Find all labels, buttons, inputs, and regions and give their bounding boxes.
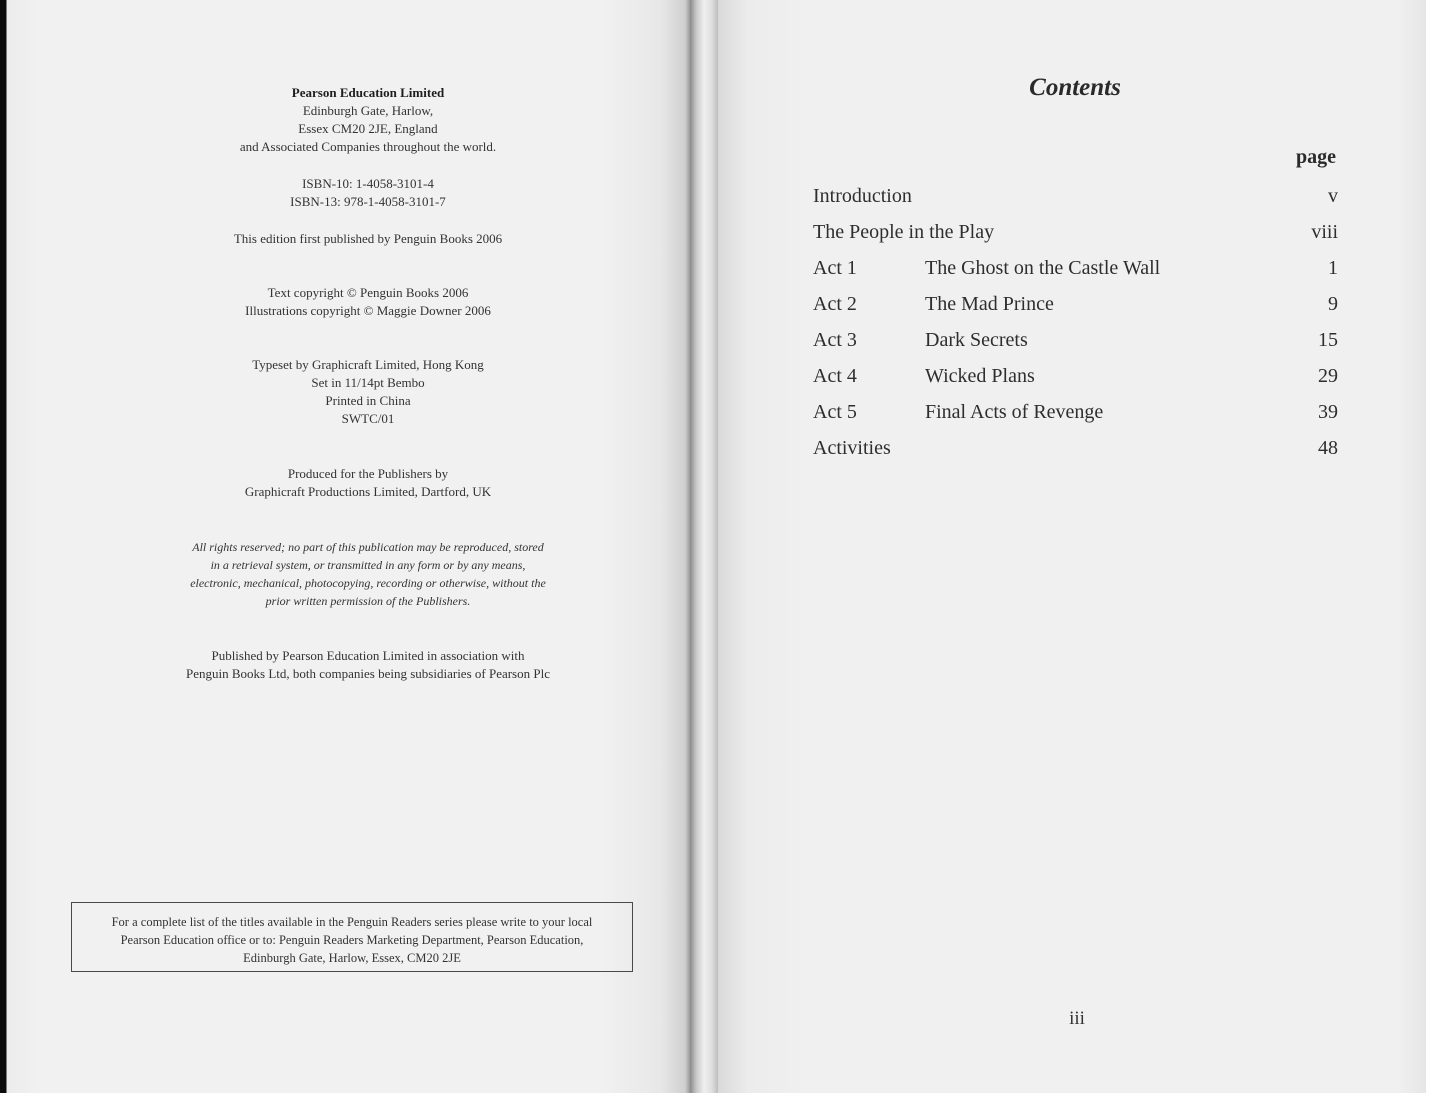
- isbn-block: [140, 175, 596, 211]
- ordering-line: Pearson Education office or to: Penguin Readers Marketing Department, Pearson Education,: [120, 933, 584, 947]
- association-block: [130, 647, 606, 683]
- toc-entry: [813, 365, 1338, 395]
- publisher-address-line: Essex CM20 2JE, England: [298, 121, 438, 136]
- toc-page-number: viii: [1311, 221, 1338, 243]
- toc-page-number: 1: [1328, 257, 1338, 279]
- ordering-info-box: [71, 902, 633, 972]
- book-spine: [690, 0, 718, 1093]
- toc-entry: [813, 293, 1338, 323]
- toc-label: The People in the Play: [813, 221, 995, 243]
- rights-line: All rights reserved; no part of this publication may be reproduced, stored: [192, 540, 544, 554]
- toc-title: The Ghost on the Castle Wall: [925, 257, 1161, 279]
- toc-page-number: 15: [1318, 329, 1338, 351]
- produced-block: [140, 465, 596, 501]
- toc-title: The Mad Prince: [925, 293, 1054, 315]
- isbn-13: ISBN-13: 978-1-4058-3101-7: [290, 194, 446, 209]
- ordering-line: Edinburgh Gate, Harlow, Essex, CM20 2JE: [243, 951, 461, 965]
- edition-block: [140, 230, 596, 248]
- copyright-block: [140, 284, 596, 320]
- toc-entry: [813, 221, 1338, 251]
- toc-page-number: v: [1328, 185, 1338, 207]
- rights-block: [140, 538, 596, 610]
- rights-line: electronic, mechanical, photocopying, recording or otherwise, without the: [190, 576, 546, 590]
- illustrations-copyright: Illustrations copyright © Maggie Downer 2006: [245, 303, 491, 318]
- publisher-name: Pearson Education Limited: [291, 85, 445, 100]
- text-copyright: Text copyright © Penguin Books 2006: [267, 285, 469, 300]
- page-folio: iii: [1069, 1008, 1085, 1029]
- font-line: Set in 11/14pt Bembo: [311, 375, 425, 390]
- publisher-address-line: and Associated Companies throughout the world.: [239, 139, 497, 154]
- toc-title: Wicked Plans: [925, 365, 1035, 387]
- toc-label: Act 5: [813, 401, 857, 423]
- page-column-header: page: [1296, 146, 1336, 168]
- rights-line: prior written permission of the Publishers.: [265, 594, 471, 608]
- toc-label: Act 2: [813, 293, 857, 315]
- toc-entry: [813, 257, 1338, 287]
- printed-line: Printed in China: [325, 393, 411, 408]
- page-edge: [1426, 0, 1433, 1093]
- edition-line: This edition first published by Penguin Books 2006: [233, 231, 503, 246]
- contents-title: Contents: [1029, 74, 1121, 101]
- produced-line: Produced for the Publishers by: [287, 466, 449, 481]
- typeset-line: Typeset by Graphicraft Limited, Hong Kong: [252, 357, 484, 372]
- toc-label: Act 1: [813, 257, 857, 279]
- toc-label: Act 3: [813, 329, 857, 351]
- ordering-line: For a complete list of the titles available in the Penguin Readers series please write to your local: [111, 915, 593, 929]
- toc-page-number: 39: [1318, 401, 1338, 423]
- isbn-10: ISBN-10: 1-4058-3101-4: [302, 176, 434, 191]
- publisher-block: [140, 84, 596, 156]
- production-block: [140, 356, 596, 428]
- print-code: SWTC/01: [341, 411, 395, 426]
- toc-page-number: 9: [1328, 293, 1338, 315]
- toc-entry: [813, 185, 1338, 215]
- rights-line: in a retrieval system, or transmitted in any form or by any means,: [210, 558, 526, 572]
- toc-entry: [813, 329, 1338, 359]
- toc-label: Introduction: [813, 185, 912, 207]
- toc-title: Final Acts of Revenge: [925, 401, 1104, 423]
- association-line: Published by Pearson Education Limited in association with: [211, 648, 525, 663]
- association-line: Penguin Books Ltd, both companies being subsidiaries of Pearson Plc: [186, 666, 550, 681]
- toc-label: Activities: [813, 437, 891, 459]
- toc-page-number: 48: [1318, 437, 1338, 459]
- toc-title: Dark Secrets: [925, 329, 1028, 351]
- toc-entry: [813, 437, 1338, 467]
- produced-line: Graphicraft Productions Limited, Dartford, UK: [244, 484, 492, 499]
- toc-label: Act 4: [813, 365, 857, 387]
- toc-entry: [813, 401, 1338, 431]
- publisher-address-line: Edinburgh Gate, Harlow,: [302, 103, 434, 118]
- toc-page-number: 29: [1318, 365, 1338, 387]
